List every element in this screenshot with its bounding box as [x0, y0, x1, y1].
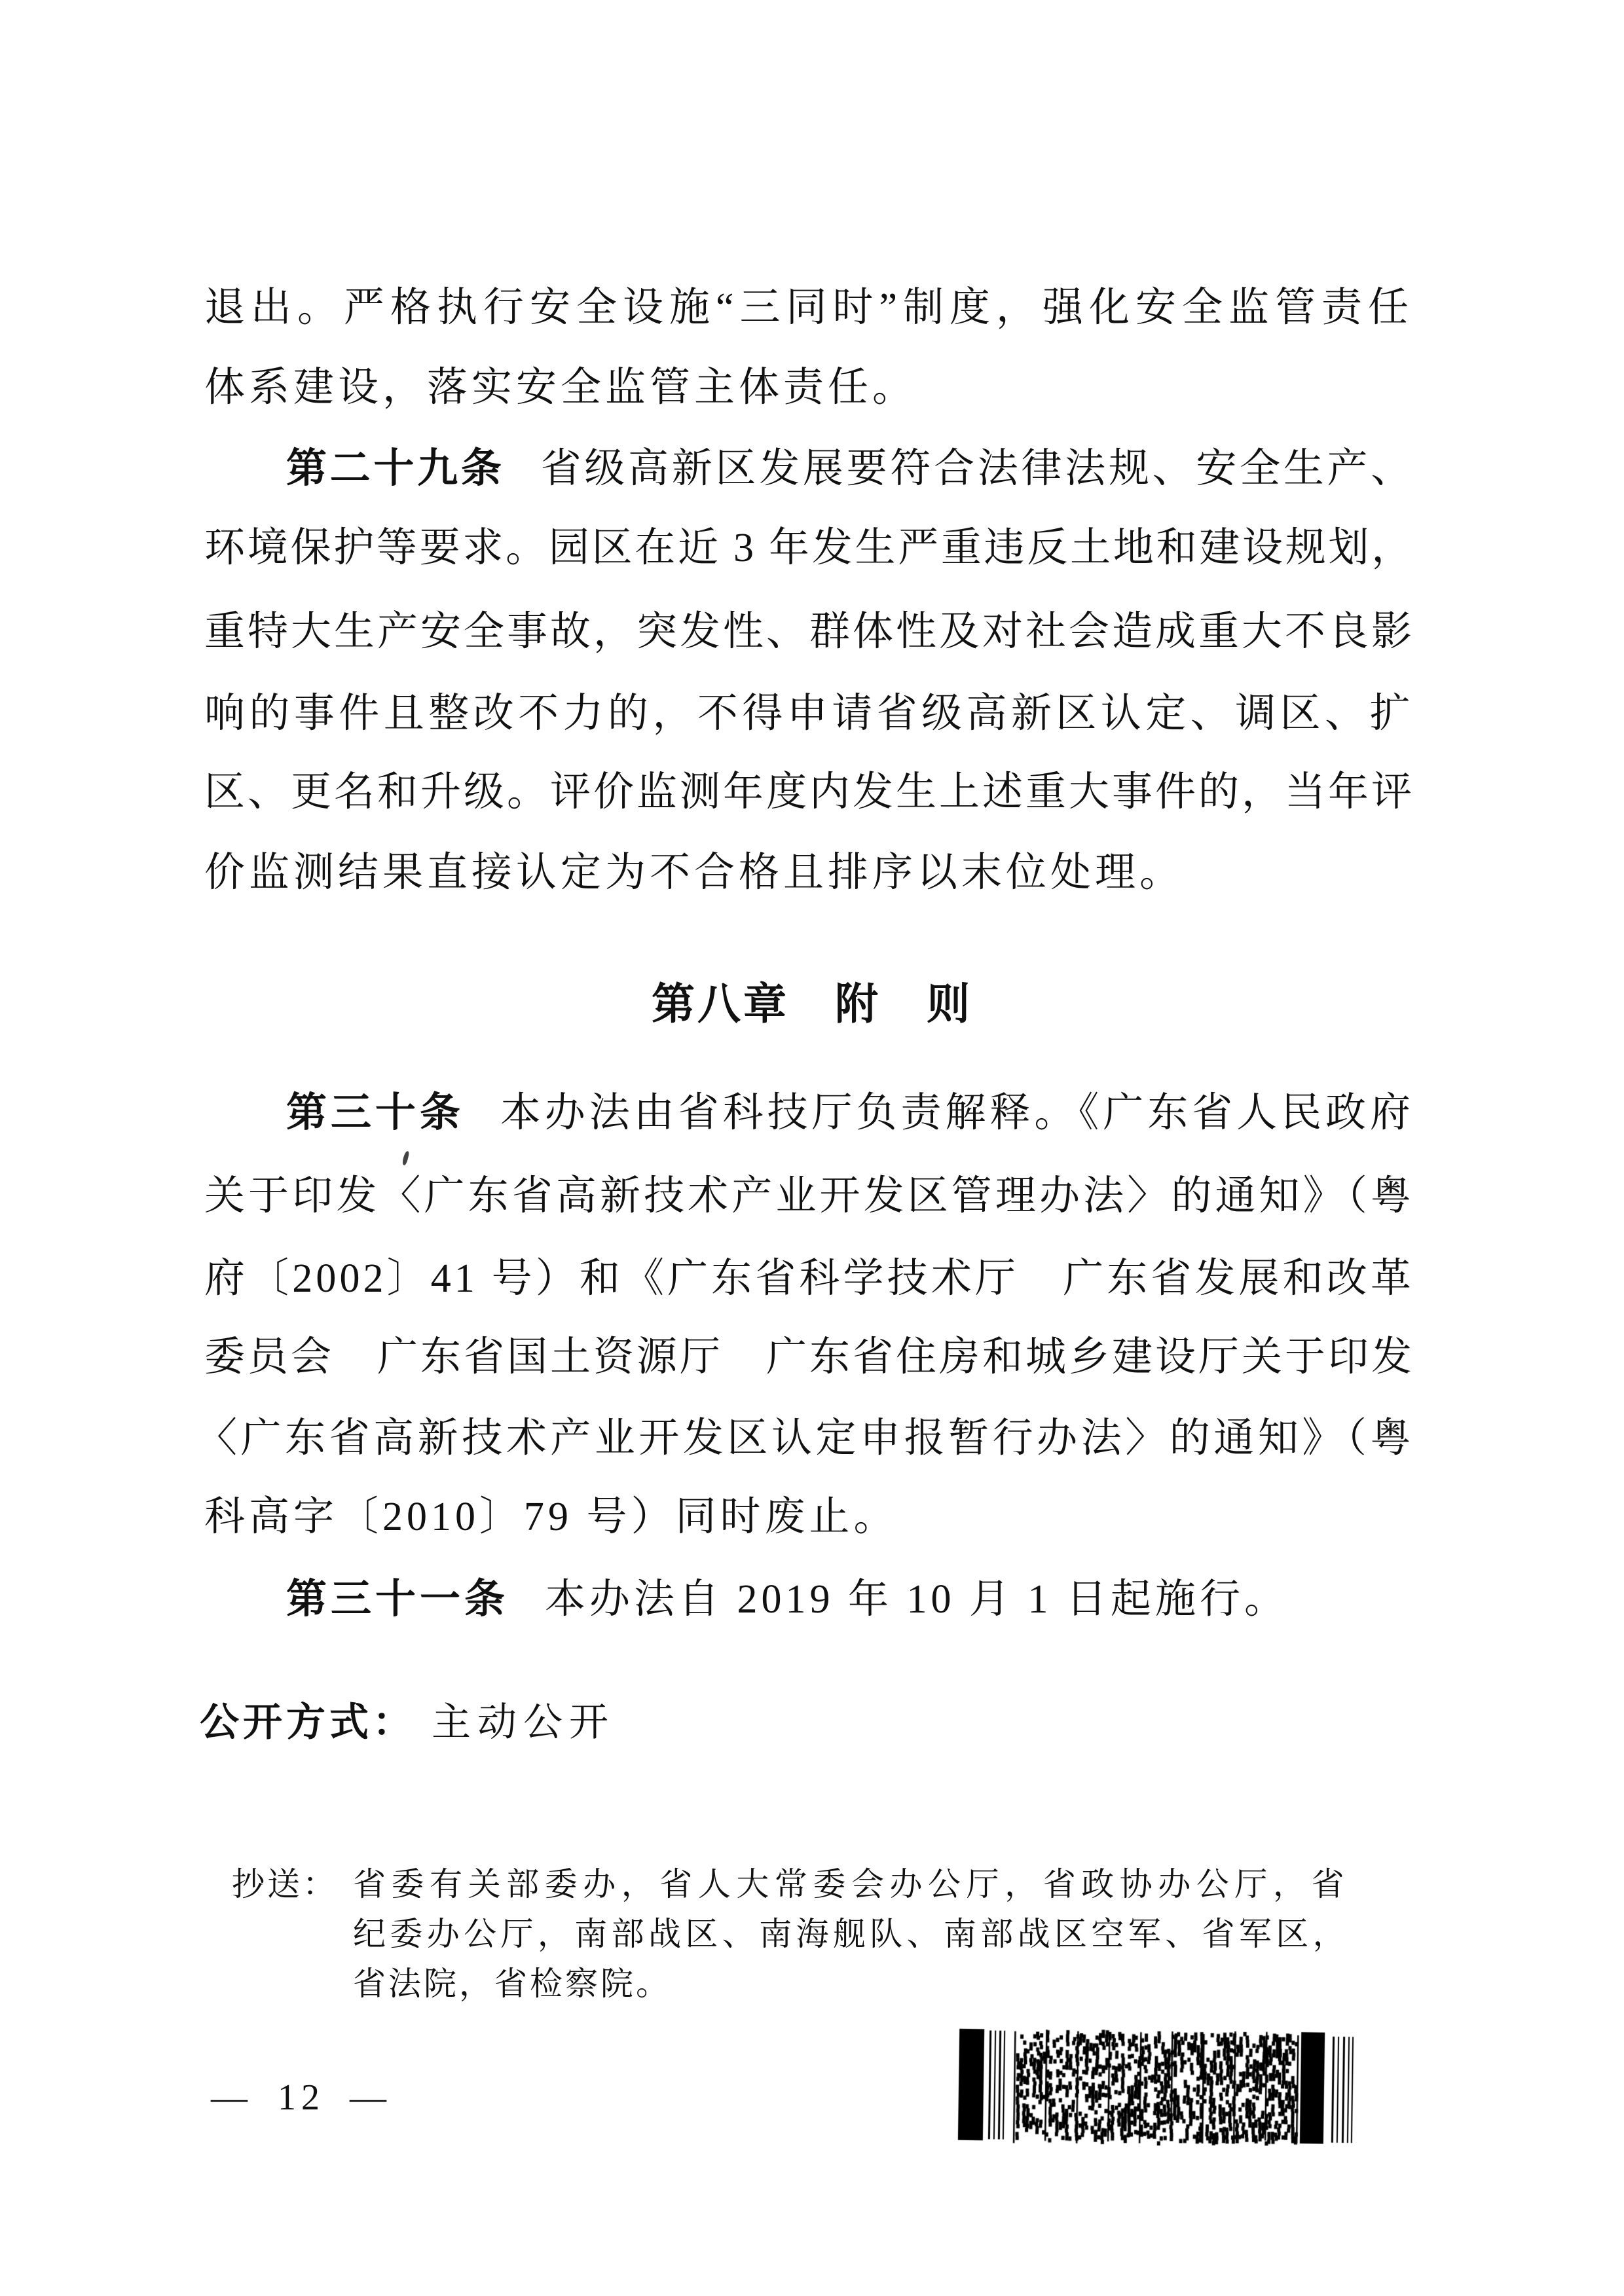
- body-line: [204, 1494, 1414, 1541]
- body-line: [204, 446, 1414, 493]
- publicity-method-label: 公开方式：: [200, 1700, 416, 1744]
- body-line-text: 〈广东省高新技术产业开发区认定申报暂行办法〉的通知》（粤: [196, 1416, 1414, 1461]
- body-line-text: 关于印发〈广东省高新技术产业开发区管理办法〉的通知》（粤: [204, 1174, 1414, 1218]
- body-line-text: 价监测结果直接认定为不合格且排序以末位处理。: [204, 850, 1185, 895]
- body-line: [196, 1415, 1414, 1463]
- body-line: [204, 1334, 1414, 1381]
- cc-line: 省法院，省检察院。: [353, 1965, 671, 2002]
- body-line-text: 府〔2002〕41 号）和《广东省科学技术厅 广东省发展和改革: [204, 1256, 1414, 1301]
- cc-line: 省委有关部委办，省人大常委会办公厅，省政协办公厅，省: [353, 1866, 1350, 1903]
- body-line-text: 本办法自 2019 年 10 月 1 日起施行。: [545, 1577, 1289, 1622]
- body-line-text: 省级高新区发展要符合法律法规、安全生产、: [540, 446, 1414, 491]
- scan-artifact-mark: [401, 1150, 409, 1165]
- body-line: [204, 285, 1414, 332]
- body-line: [204, 850, 1414, 897]
- barcode-image: [957, 2022, 1357, 2153]
- article-number-lead: 第三十一条: [286, 1576, 509, 1622]
- body-line-text: 响的事件且整改不力的，不得申请省级高新区认定、调区、扩: [204, 691, 1414, 736]
- body-line-text: 委员会 广东省国土资源厅 广东省住房和城乡建设厅关于印发: [204, 1335, 1414, 1379]
- cc-line: 纪委办公厅，南部战区、南海舰队、南部战区空军、省军区，: [353, 1916, 1350, 1952]
- publicity-method-value: 主动公开: [432, 1701, 615, 1744]
- body-line-text: 区、更名和升级。评价监测年度内发生上述重大事件的，当年评: [204, 770, 1414, 814]
- body-line-text: 科高字〔2010〕79 号）同时废止。: [204, 1495, 898, 1539]
- body-line: [204, 365, 1414, 412]
- body-line: [204, 525, 1414, 572]
- body-line-text: 体系建设，落实安全监管主体责任。: [204, 365, 917, 410]
- body-line: [204, 769, 1414, 816]
- page-number: — 12 —: [211, 2077, 392, 2118]
- cc-label: 抄送：: [232, 1866, 338, 1903]
- body-line: [204, 1173, 1414, 1220]
- body-line: [204, 1090, 1414, 1137]
- publicity-method-line: [200, 1700, 615, 1745]
- body-line-text: 退出。严格执行安全设施“三同时”制度，强化安全监管责任: [204, 285, 1414, 330]
- body-line-text: 本办法由省科技厅负责解释。《广东省人民政府: [500, 1091, 1414, 1135]
- article-number-lead: 第二十九条: [286, 446, 505, 491]
- body-line: [204, 609, 1414, 656]
- chapter-heading: 第八章 附 则: [652, 979, 972, 1028]
- body-line-text: 环境保护等要求。园区在近 3 年发生严重违反土地和建设规划，: [204, 526, 1414, 570]
- body-line-text: 重特大生产安全事故，突发性、群体性及对社会造成重大不良影: [204, 610, 1414, 654]
- article-number-lead: 第三十条: [286, 1090, 464, 1135]
- body-line: [204, 691, 1414, 738]
- cc-block: [353, 1859, 1350, 2009]
- body-line: [204, 1256, 1414, 1303]
- body-line: [204, 1576, 1414, 1624]
